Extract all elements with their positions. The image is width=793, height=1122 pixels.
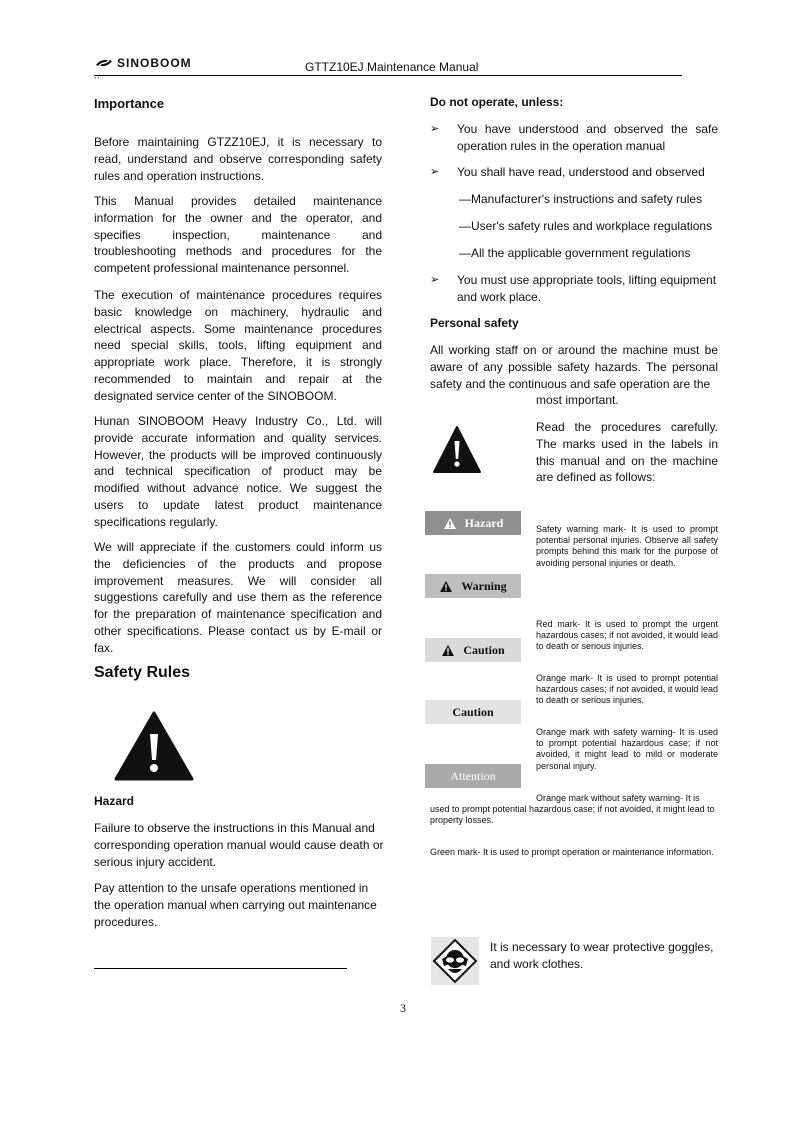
bullet-item: You must use appropriate tools, lifting equipment and work place.: [457, 273, 717, 304]
brand-logo: [94, 56, 192, 70]
warning-triangle-icon: [439, 580, 453, 593]
personal-safety-paragraph-end: most important.: [536, 393, 619, 407]
paragraph: Pay attention to the unsafe operations mentioned in the operation manual when carrying out maintenance procedures.: [94, 881, 377, 929]
importance-heading: Importance: [94, 96, 165, 111]
caution-tag: Caution: [425, 638, 521, 662]
safety-rules-heading: Safety Rules: [94, 664, 191, 681]
header-divider: [94, 75, 682, 76]
paragraph: The execution of maintenance procedures requires basic knowledge on machinery, hydraulic and electrical aspects. Some maintenance procedures need special skills, tools, lifting equipment and appropriate work place. Therefore, it is strongly recommended to maintain and repair at the designated service center of the SINOBOOM.: [94, 288, 382, 403]
warning-triangle-icon: [441, 644, 455, 657]
personal-safety-heading: Personal safety: [430, 316, 519, 330]
read-procedures-text: Read the procedures carefully. The marks used in the labels in this manual and on the machine are defined as follows:: [536, 420, 718, 485]
do-not-operate-heading: Do not operate, unless:: [430, 95, 564, 109]
paragraph: This Manual provides detailed maintenance information for the owner and the operator, and specifies inspection, maintenance and troubleshooting methods and procedures for the competent professional maintenance personnel.: [94, 194, 382, 276]
goggles-icon: [431, 937, 479, 985]
warning-triangle-icon: [431, 424, 483, 476]
warning-triangle-icon: [443, 517, 457, 530]
paragraph: Hunan SINOBOOM Heavy Industry Co., Ltd. will provide accurate information and quality services. However, the products will be improved continuously and technical specification of product may be modified without advance notice. We suggest the users to update latest product maintenance specifications regularly.: [94, 414, 382, 529]
mark-description: Green mark- It is used to prompt operation or maintenance information.: [430, 847, 714, 857]
footnote-divider: [94, 968, 347, 969]
sub-item: —Manufacturer's instructions and safety rules: [459, 192, 703, 206]
warning-tag: Warning: [425, 574, 521, 598]
hazard-tag: Hazard: [425, 511, 521, 535]
sinoboom-logo-icon: [94, 57, 114, 69]
bullet-item: You shall have read, understood and observed: [457, 165, 705, 179]
sub-item: —User's safety rules and workplace regulations: [459, 219, 713, 233]
warning-triangle-icon: [113, 710, 195, 782]
hazard-label: Hazard: [94, 794, 135, 808]
sub-item: —All the applicable government regulations: [459, 246, 691, 260]
mark-description: used to prompt potential hazardous case; if not avoided, it might lead to property losses.: [430, 804, 715, 826]
bullet-icon: ➢: [430, 166, 440, 178]
attention-tag: Attention: [425, 764, 521, 788]
page-number: 3: [400, 1001, 406, 1015]
paragraph: Failure to observe the instructions in this Manual and corresponding operation manual would cause death or serious injury accident.: [94, 821, 384, 869]
paragraph: We will appreciate if the customers could inform us the deficiencies of the products and propose improvement measures. We will consider all suggestions carefully and use them as the reference for the preparation of maintenance specification and other specifications. Please contact us by E-mail or fax.: [94, 540, 382, 655]
mark-description: Orange mark without safety warning- It is: [536, 793, 700, 803]
mark-description: Red mark- It is used to prompt the urgent hazardous cases; if not avoided, it would lead to death or serious injuries.: [536, 619, 718, 652]
mark-description: Orange mark- It is used to prompt potential hazardous cases; if not avoided, it would lead to death or serious injuries.: [536, 673, 718, 706]
bullet-item: You have understood and observed the safe operation rules in the operation manual: [457, 122, 718, 153]
paragraph: Before maintaining GTZZ10EJ, it is necessary to read, understand and observe corresponding safety rules and operation instructions.: [94, 135, 382, 183]
mark-description: Orange mark with safety warning- It is used to prompt potential hazardous case; if not avoided, it might lead to mild or moderate personal injury.: [536, 727, 718, 771]
mark-description: Safety warning mark- It is used to prompt potential personal injuries. Observe all safety prompts behind this mark for the purpose of avoiding personal injuries or death.: [536, 524, 718, 568]
header-mark: ``: [94, 76, 100, 86]
personal-safety-paragraph: All working staff on or around the machine must be aware of any possible safety hazards. The personal safety and the continuous and safe operation are the: [430, 343, 718, 391]
logo-text: SINOBOOM: [117, 56, 192, 70]
caution-plain-tag: Caution: [425, 700, 521, 724]
bullet-icon: ➢: [430, 274, 440, 286]
document-title: GTTZ10EJ Maintenance Manual: [305, 60, 479, 74]
bullet-icon: ➢: [430, 123, 440, 135]
goggles-text: It is necessary to wear protective goggles, and work clothes.: [490, 940, 714, 971]
